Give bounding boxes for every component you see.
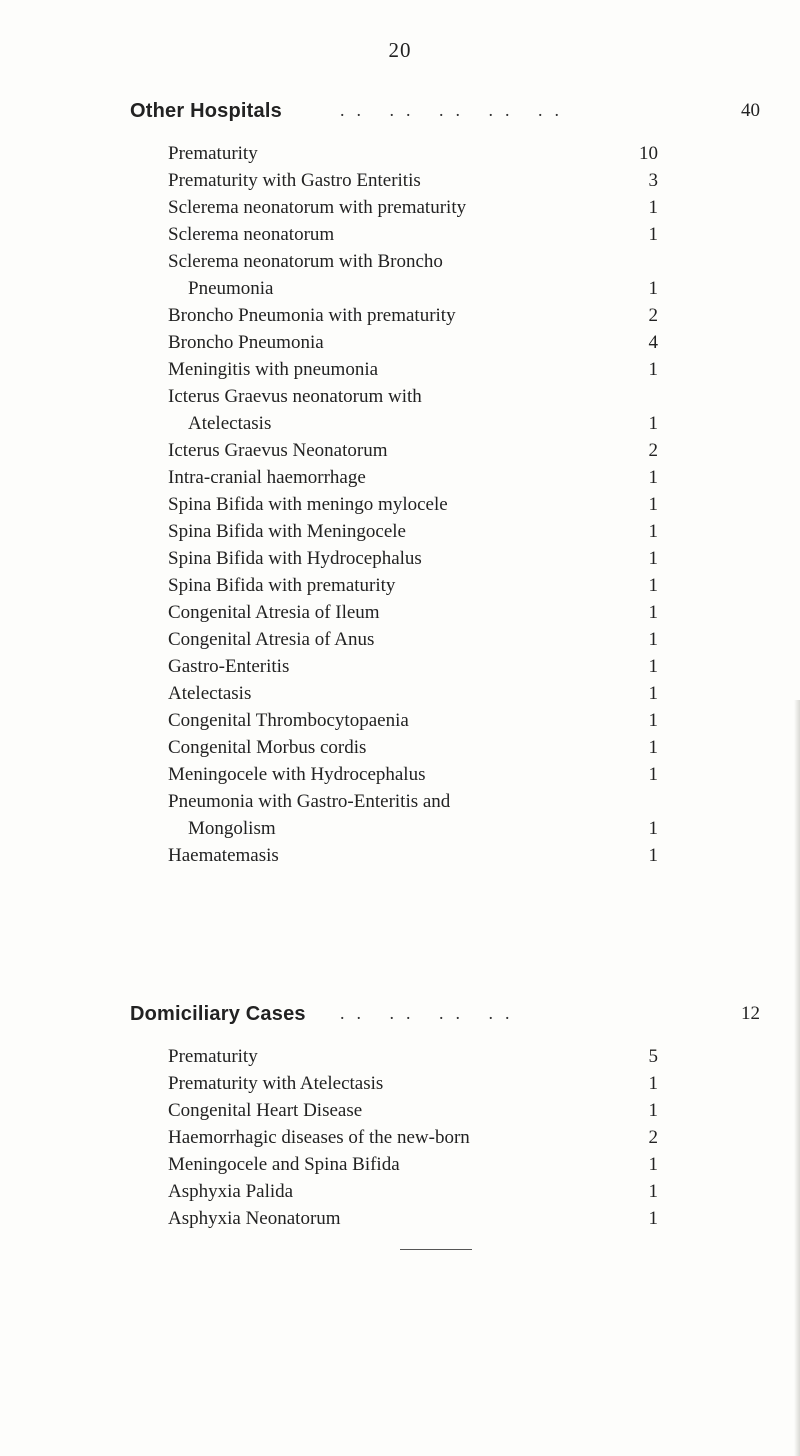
case-count: 1 [648, 818, 658, 839]
diagnosis-label: Broncho Pneumonia with prematurity [168, 305, 456, 326]
diagnosis-label: Prematurity with Gastro Enteritis [168, 170, 421, 191]
case-count: 1 [648, 359, 658, 380]
diagnosis-label: Congenital Morbus cordis [168, 737, 367, 758]
diagnosis-label: Meningocele and Spina Bifida [168, 1154, 400, 1175]
diagnosis-label: Asphyxia Palida [168, 1181, 294, 1202]
case-count: 1 [648, 575, 658, 596]
case-count: 1 [648, 683, 658, 704]
list-item [130, 545, 760, 572]
section-other-hospitals [130, 100, 760, 869]
case-count: 1 [648, 1181, 658, 1202]
list-item [130, 653, 760, 680]
section-title: Domiciliary Cases [130, 1003, 306, 1025]
diagnosis-label: Meningocele with Hydrocephalus [168, 764, 426, 785]
list-item [130, 329, 760, 356]
case-count: 1 [648, 494, 658, 515]
list-item [130, 1151, 760, 1178]
diagnosis-label: Icterus Graevus neonatorum with [168, 386, 422, 407]
page-number: 20 [388, 38, 412, 62]
diagnosis-list [130, 140, 760, 869]
diagnosis-label: Broncho Pneumonia [168, 332, 324, 353]
case-count: 2 [648, 305, 658, 326]
section-heading [130, 1003, 760, 1043]
diagnosis-label: Spina Bifida with Meningocele [168, 521, 406, 542]
list-item [130, 1097, 760, 1124]
section-total: 40 [741, 100, 760, 121]
case-count: 1 [648, 1154, 658, 1175]
section-domiciliary-cases [130, 1003, 760, 1232]
diagnosis-label: Congenital Atresia of Anus [168, 629, 375, 650]
diagnosis-label: Gastro-Enteritis [168, 656, 290, 677]
case-count: 1 [648, 602, 658, 623]
case-count: 1 [648, 1100, 658, 1121]
section-heading [130, 100, 760, 140]
case-count: 1 [648, 737, 658, 758]
diagnosis-label: Spina Bifida with meningo mylocele [168, 494, 448, 515]
leader-dots: .. .. .. .. .. [340, 100, 571, 120]
case-count: 1 [648, 656, 658, 677]
list-item [130, 302, 760, 329]
list-item [130, 1043, 760, 1070]
diagnosis-label: Asphyxia Neonatorum [168, 1208, 341, 1229]
diagnosis-label: Intra-cranial haemorrhage [168, 467, 366, 488]
list-item [130, 707, 760, 734]
case-count: 3 [648, 170, 658, 191]
list-item [130, 356, 760, 383]
case-count: 1 [648, 1208, 658, 1229]
case-count: 1 [648, 1073, 658, 1094]
list-item [130, 1178, 760, 1205]
list-item [130, 464, 760, 491]
diagnosis-label-continued: Mongolism [188, 818, 276, 839]
case-count: 1 [648, 521, 658, 542]
diagnosis-label: Congenital Atresia of Ileum [168, 602, 380, 623]
diagnosis-label: Congenital Heart Disease [168, 1100, 363, 1121]
diagnosis-label-continued: Pneumonia [188, 278, 274, 299]
case-count: 4 [648, 332, 658, 353]
list-item [130, 221, 760, 248]
list-item [130, 572, 760, 599]
case-count: 1 [648, 278, 658, 299]
list-item [130, 1205, 760, 1232]
list-item [130, 1070, 760, 1097]
case-count: 1 [648, 548, 658, 569]
diagnosis-label: Sclerema neonatorum with prematurity [168, 197, 467, 218]
case-count: 1 [648, 845, 658, 866]
diagnosis-label: Congenital Thrombocytopaenia [168, 710, 409, 731]
section-title: Other Hospitals [130, 100, 282, 122]
list-item [130, 842, 760, 869]
diagnosis-label-continued: Atelectasis [188, 413, 272, 434]
section-total: 12 [741, 1003, 760, 1024]
list-item [130, 167, 760, 194]
list-item [130, 680, 760, 707]
case-count: 1 [648, 224, 658, 245]
diagnosis-label: Prematurity [168, 143, 258, 164]
diagnosis-label: Sclerema neonatorum [168, 224, 335, 245]
list-item [130, 491, 760, 518]
list-item [130, 599, 760, 626]
list-item [130, 383, 760, 437]
list-item [130, 1124, 760, 1151]
diagnosis-label: Atelectasis [168, 683, 252, 704]
diagnosis-list [130, 1043, 760, 1232]
leader-dots: .. .. .. .. [340, 1003, 522, 1023]
list-item [130, 626, 760, 653]
case-count: 5 [648, 1046, 658, 1067]
list-item [130, 194, 760, 221]
case-count: 1 [648, 629, 658, 650]
case-count: 2 [648, 1127, 658, 1148]
case-count: 1 [648, 467, 658, 488]
list-item [130, 518, 760, 545]
list-item [130, 788, 760, 842]
case-count: 10 [639, 143, 658, 164]
list-item [130, 140, 760, 167]
case-count: 1 [648, 710, 658, 731]
case-count: 1 [648, 413, 658, 434]
list-item [130, 761, 760, 788]
diagnosis-label: Icterus Graevus Neonatorum [168, 440, 388, 461]
list-item [130, 248, 760, 302]
case-count: 2 [648, 440, 658, 461]
diagnosis-label: Pneumonia with Gastro-Enteritis and [168, 791, 451, 812]
diagnosis-label: Prematurity with Atelectasis [168, 1073, 384, 1094]
page-edge-shadow [794, 700, 800, 1456]
diagnosis-label: Spina Bifida with prematurity [168, 575, 396, 596]
divider-rule [400, 1249, 472, 1250]
diagnosis-label: Haematemasis [168, 845, 279, 866]
list-item [130, 437, 760, 464]
diagnosis-label: Prematurity [168, 1046, 258, 1067]
diagnosis-label: Sclerema neonatorum with Broncho [168, 251, 443, 272]
case-count: 1 [648, 764, 658, 785]
list-item [130, 734, 760, 761]
diagnosis-label: Meningitis with pneumonia [168, 359, 379, 380]
case-count: 1 [648, 197, 658, 218]
diagnosis-label: Haemorrhagic diseases of the new-born [168, 1127, 470, 1148]
diagnosis-label: Spina Bifida with Hydrocephalus [168, 548, 422, 569]
